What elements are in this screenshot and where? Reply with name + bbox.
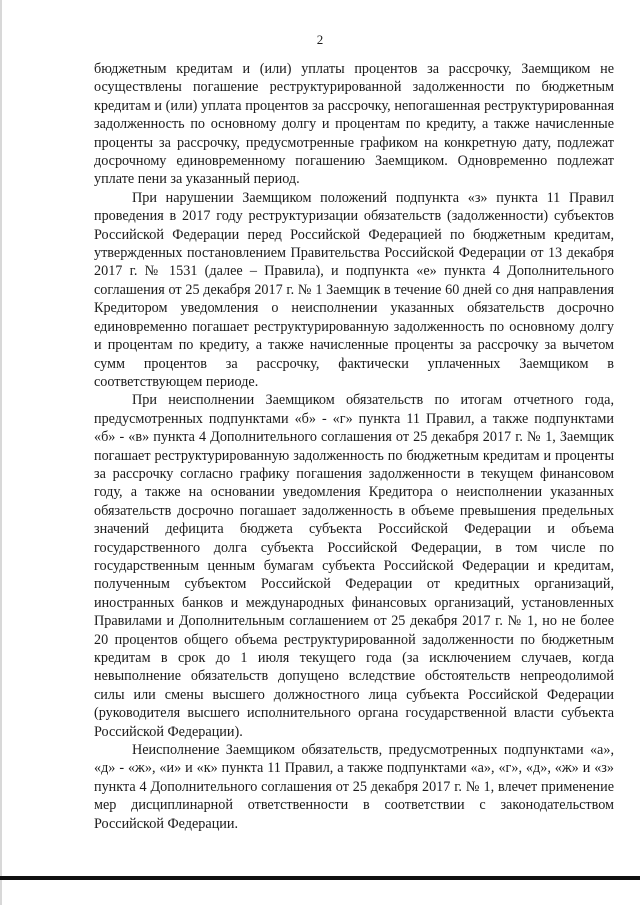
paragraph-2: При нарушении Заемщиком положений подпункта «з» пункта 11 Правил проведения в 2017 году реструктуризации обязательств (задолженности) субъектов Российской Федерации перед Российской Федерацией по бюджетным кредитам, утвержденных постановлением Правительства Российской Федерации от 13 декабря 2017 г. № 1531 (далее – Правила), и подпункта «е» пункта 4 Дополнительного соглашения от 25 декабря 2017 г. № 1 Заемщик в течение 60 дней со дня направления Кредитором уведомления о неисполнении указанных обязательств досрочно единовременно погашает реструктурированную задолженность по основному долгу и процентам по кредиту, а также начисленные проценты за рассрочку за вычетом сумм процентов за рассрочку, фактически уплаченных Заемщиком в соответствующем периоде. — [94, 189, 614, 390]
scan-left-edge — [0, 0, 2, 905]
paragraph-4: Неисполнение Заемщиком обязательств, предусмотренных подпунктами «а», «д» - «ж», «и» и «к» пункта 11 Правил, а также подпунктами «а», «г», «д», «ж» и «з» пункта 4 Дополнительного соглашения от 25 декабря 2017 г. № 1, влечет применение мер дисциплинарной ответственности в соответствии с законодательством Российской Федерации. — [94, 742, 614, 832]
page-number: 2 — [316, 32, 324, 47]
paragraph-1: бюджетным кредитам и (или) уплаты процентов за рассрочку, Заемщиком не осуществлены погашение реструктурированной задолженности по бюджетным кредитам и (или) уплата процентов за рассрочку, непогашенная реструктурированная задолженность по основному долгу и процентам по кредиту, а также начисленные проценты за рассрочку, предусмотренные графиком на конкретную дату, подлежат досрочному единовременному погашению Заемщиком. Одновременно подлежат уплате пени за указанный период. — [94, 61, 614, 188]
document-body — [94, 60, 614, 833]
paragraph-3: При неисполнении Заемщиком обязательств по итогам отчетного года, предусмотренных подпунктами «б» - «г» пункта 11 Правил, а также подпунктами «б» - «в» пункта 4 Дополнительного соглашения от 25 декабря 2017 г. № 1, Заемщик погашает реструктурированную задолженность по бюджетным кредитам и проценты за рассрочку согласно графику погашения задолженности в текущем финансовом году, а также на основании уведомления Кредитора о неисполнении указанных обязательств досрочно погашает задолженность в объеме превышения предельных значений дефицита бюджета субъекта Российской Федерации и объема государственного долга субъекта Российской Федерации, в том числе по государственным ценным бумагам субъекта Российской Федерации и кредитам, полученным субъектом Российской Федерации от кредитных организаций, иностранных банков и международных финансовых организаций, установленных Правилами и Дополнительным соглашением от 25 декабря 2017 г. № 1, но не более 20 процентов общего объема реструктурированной задолженности по бюджетным кредитам в срок до 1 июля текущего года (за исключением случаев, когда невыполнение обязательств допущено вследствие обстоятельств непреодолимой силы или смены высшего должностного лица субъекта Российской Федерации (руководителя высшего исполнительного органа государственной власти субъекта Российской Федерации). — [94, 392, 614, 740]
scan-bottom-edge — [0, 876, 640, 880]
